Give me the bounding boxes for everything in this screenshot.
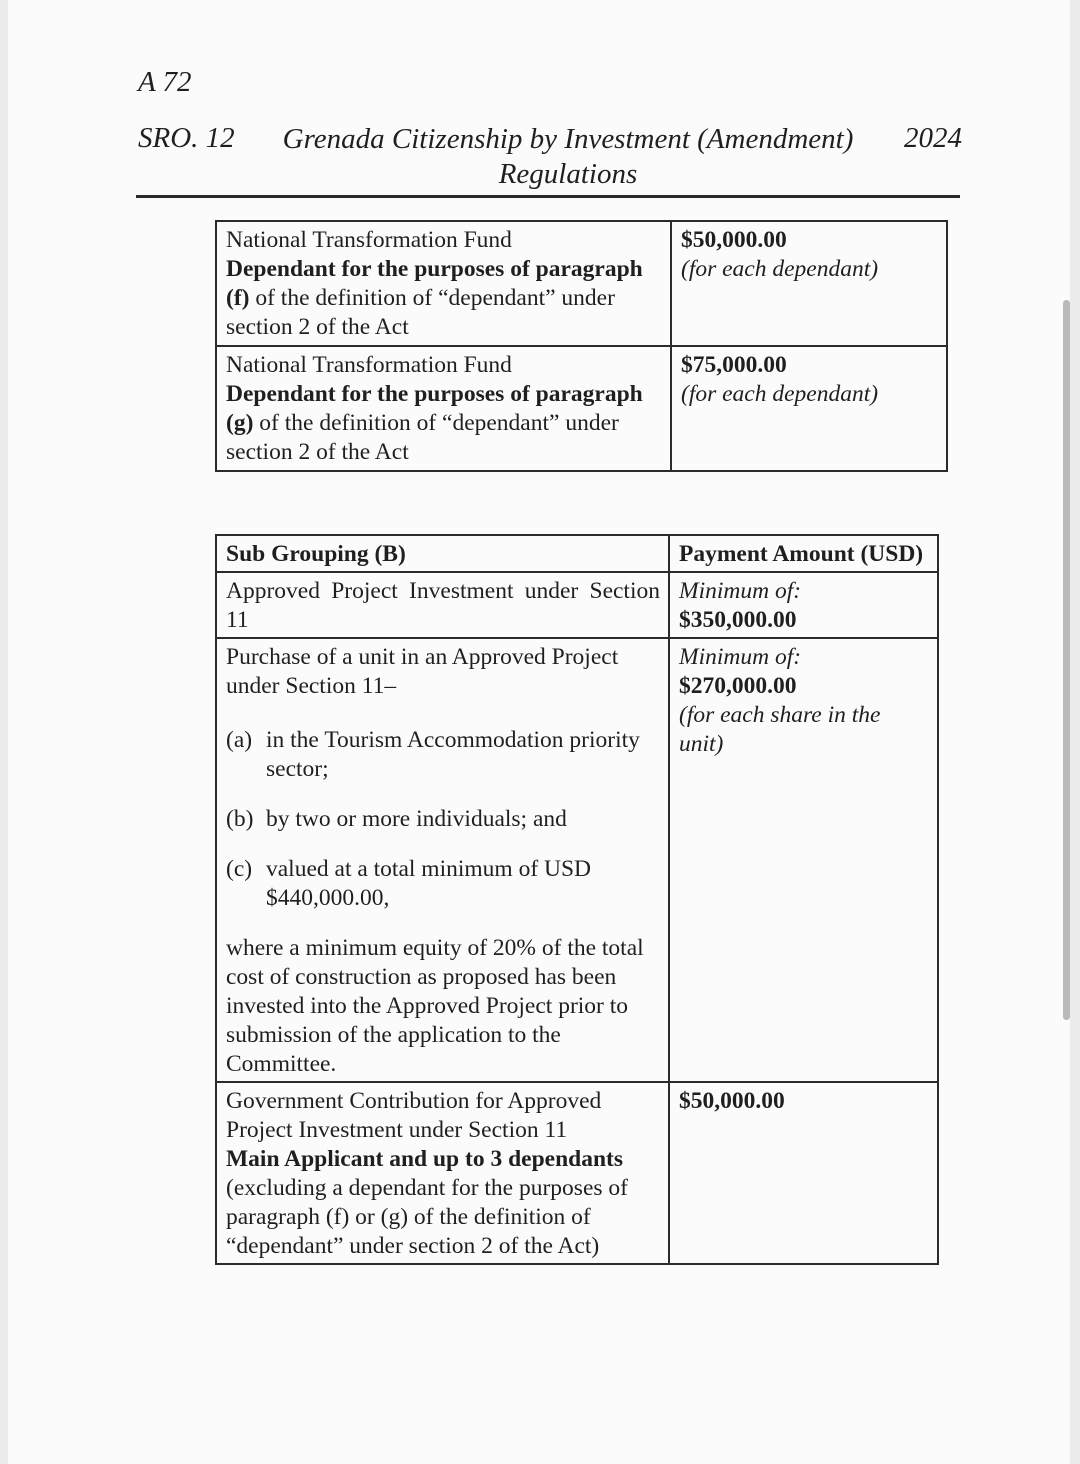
header-divider <box>136 195 960 198</box>
list-item-label: (a) <box>226 727 253 753</box>
government-contribution-cell <box>216 1082 669 1264</box>
amount-note: (for each share in the unit) <box>679 702 881 757</box>
contribution-bold-text: Main Applicant and up to 3 dependants <box>226 1146 624 1172</box>
table-row <box>216 1082 938 1264</box>
minimum-label: Minimum of: <box>679 578 802 604</box>
list-item <box>226 805 660 834</box>
sro-number: SRO. 12 <box>138 122 235 154</box>
table-cell-amount <box>669 638 938 1082</box>
list-item-label: (c) <box>226 856 253 882</box>
contribution-rest-text: (excluding a dependant for the purposes of paragraph (f) or (g) of the definition of “dependant” under section 2 of the Act) <box>226 1175 628 1259</box>
unit-purchase-cell <box>216 638 669 1082</box>
row-bold-text: Dependant for the purposes of paragraph <box>226 381 643 407</box>
table-cell-amount <box>669 1082 938 1264</box>
unit-purchase-closing: where a minimum equity of 20% of the total cost of construction as proposed has been invested into the Approved Project prior to submission of the application to the Committee. <box>226 935 644 1077</box>
regulation-title <box>273 122 863 192</box>
amount-note: (for each dependant) <box>681 256 879 282</box>
table-header-row <box>216 535 938 572</box>
approved-project-investment-cell: Approved Project Investment under Section 11 <box>216 572 669 638</box>
ntf-dependant-table <box>215 220 948 472</box>
row-bold-text: Dependant for the purposes of paragraph <box>226 256 643 282</box>
table-cell-description <box>216 346 671 471</box>
payment-amount: $50,000.00 <box>681 227 787 253</box>
payment-amount: $50,000.00 <box>679 1088 785 1114</box>
row-heading: National Transformation Fund <box>226 352 512 378</box>
table-row <box>216 638 938 1082</box>
minimum-label: Minimum of: <box>679 644 802 670</box>
sub-grouping-b-table <box>215 534 939 1265</box>
list-item <box>226 855 660 913</box>
column-header-sub-grouping: Sub Grouping (B) <box>216 535 669 572</box>
row-heading: National Transformation Fund <box>226 227 512 253</box>
list-item-text: valued at a total minimum of USD $440,000.00, <box>266 856 592 911</box>
table-cell-description <box>216 221 671 346</box>
payment-amount: $75,000.00 <box>681 352 787 378</box>
column-header-payment-amount: Payment Amount (USD) <box>669 535 938 572</box>
row-last-line: section 2 of the Act <box>226 314 409 340</box>
list-item-text: in the Tourism Accommodation priority sector; <box>266 727 640 782</box>
paragraph-ref: (f) <box>226 285 250 311</box>
regulation-title-line1: Grenada Citizenship by Investment (Amendment) <box>282 123 854 155</box>
list-item <box>226 726 660 784</box>
table-row <box>216 572 938 638</box>
list-item-text: by two or more individuals; and <box>266 806 567 832</box>
row-last-line: section 2 of the Act <box>226 439 409 465</box>
table-cell-amount <box>671 221 947 346</box>
table-row <box>216 221 947 346</box>
payment-amount: $270,000.00 <box>679 673 797 699</box>
page-number: A 72 <box>138 66 192 98</box>
table-row <box>216 346 947 471</box>
paragraph-ref: (g) <box>226 410 254 436</box>
document-page <box>8 0 1070 1464</box>
row-text <box>226 255 662 342</box>
vertical-scrollbar[interactable] <box>1063 300 1070 1020</box>
table-cell-amount <box>671 346 947 471</box>
row-rest-text: of the definition of “dependant” under <box>255 285 615 311</box>
amount-note: (for each dependant) <box>681 381 879 407</box>
list-item-label: (b) <box>226 806 254 832</box>
row-text <box>226 380 662 467</box>
regulation-year: 2024 <box>904 122 962 154</box>
unit-purchase-intro: Purchase of a unit in an Approved Project under Section 11– <box>226 644 619 699</box>
regulation-title-line2: Regulations <box>498 158 638 190</box>
payment-amount: $350,000.00 <box>679 607 797 633</box>
contribution-text: Government Contribution for Approved Project Investment under Section 11 <box>226 1088 602 1143</box>
table-cell-amount <box>669 572 938 638</box>
row-rest-text: of the definition of “dependant” under <box>259 410 619 436</box>
